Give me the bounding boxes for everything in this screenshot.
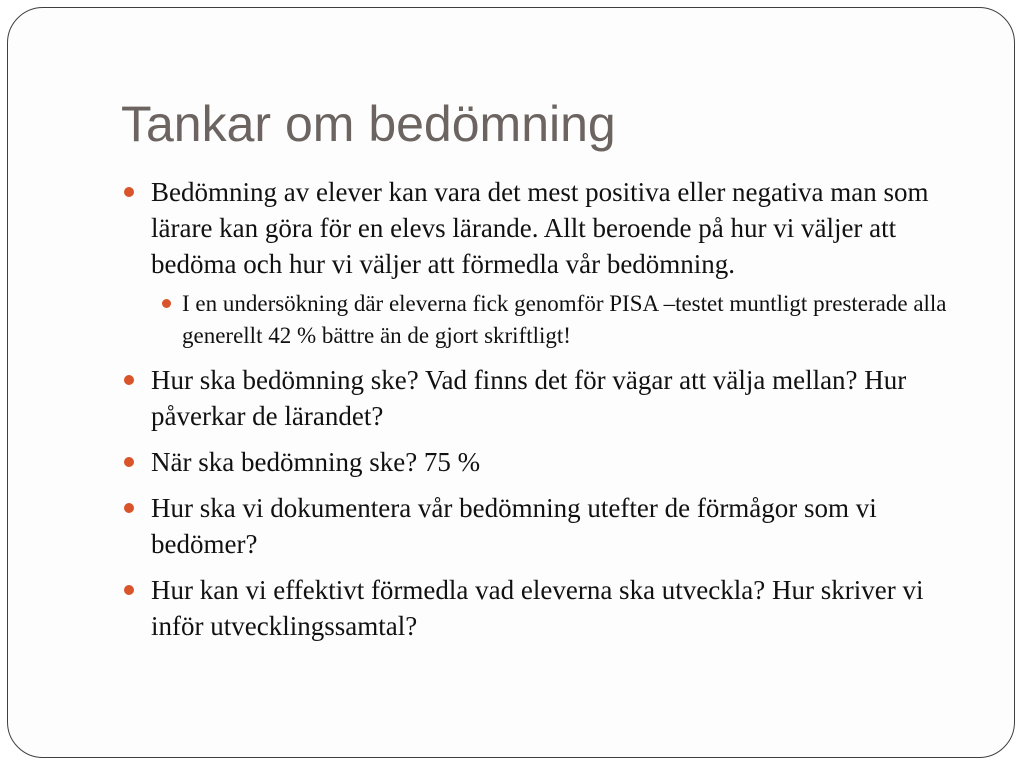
bullet-text: Hur ska vi dokumentera vår bedömning utefter de förmågor som vi bedömer?: [151, 493, 877, 559]
bullet-text: Bedömning av elever kan vara det mest positiva eller negativa man som lärare kan göra för en elevs lärande. Allt beroende på hur vi väljer att bedöma och hur vi väljer att förmedla vår bedömning.: [151, 177, 929, 279]
bullet-item: [151, 490, 981, 562]
slide-title: Tankar om bedömning: [121, 96, 616, 152]
sub-bullet-text: I en undersökning där eleverna fick genomför PISA –testet muntligt presterade alla generellt 42 % bättre än de gjort skriftligt!: [182, 291, 947, 348]
bullet-item: [151, 572, 981, 644]
slide: [7, 7, 1015, 758]
bullet-dot-icon: [124, 585, 134, 595]
bullet-dot-icon: [162, 299, 171, 308]
bullet-text: Hur kan vi effektivt förmedla vad eleverna ska utveckla? Hur skriver vi inför utvecklingssamtal?: [151, 575, 924, 641]
sub-bullet-item: [182, 288, 981, 352]
bullet-dot-icon: [124, 457, 134, 467]
bullet-item: [151, 362, 981, 434]
bullet-dot-icon: [124, 503, 134, 513]
bullet-item: [151, 444, 981, 480]
bullet-dot-icon: [124, 187, 134, 197]
bullet-dot-icon: [124, 375, 134, 385]
bullet-item: [151, 174, 981, 352]
bullet-list: [151, 174, 981, 654]
bullet-text: När ska bedömning ske? 75 %: [151, 447, 481, 477]
bullet-text: Hur ska bedömning ske? Vad finns det för vägar att välja mellan? Hur påverkar de lärandet?: [151, 365, 907, 431]
